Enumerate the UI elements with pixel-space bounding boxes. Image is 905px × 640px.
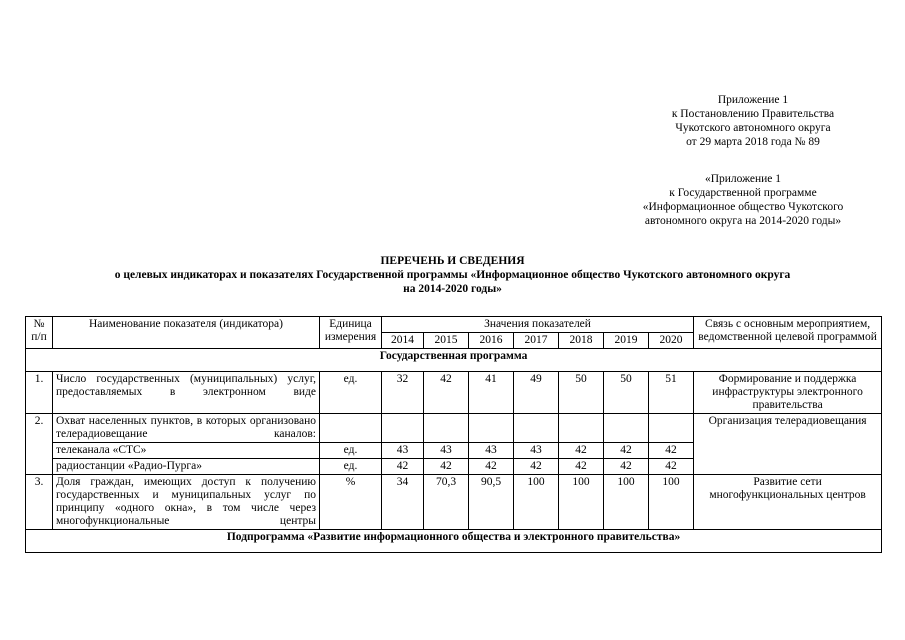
subrow-value: 43	[424, 443, 469, 459]
indicators-table	[25, 316, 882, 553]
subrow-value: 42	[559, 443, 604, 459]
subrow-name: телеканала «СТС»	[53, 443, 320, 459]
subrow-value: 42	[649, 459, 694, 475]
annex1-line3: Чукотского автономного округа	[675, 122, 831, 134]
subrow-value: 42	[604, 443, 649, 459]
header-year: 2019	[604, 333, 649, 349]
subrow-value: 42	[469, 459, 514, 475]
row-value: 51	[649, 372, 694, 414]
row-unit-empty	[320, 414, 382, 443]
header-year: 2020	[649, 333, 694, 349]
row-value: 49	[514, 372, 559, 414]
header-row-1	[26, 317, 882, 333]
row-value-empty	[382, 414, 424, 443]
row-value: 100	[514, 475, 559, 530]
row-value-empty	[469, 414, 514, 443]
row-link: Организация телерадиовещания	[694, 414, 882, 475]
row-name: Охват населенных пунктов, в которых организовано телерадиовещание каналов:	[53, 414, 320, 443]
document-title	[0, 254, 905, 296]
subrow-value: 43	[469, 443, 514, 459]
row-value: 100	[604, 475, 649, 530]
annex2-line2: к Государственной программе	[669, 187, 817, 199]
subrow-value: 42	[424, 459, 469, 475]
header-name: Наименование показателя (индикатора)	[53, 317, 320, 349]
subrow-unit: ед.	[320, 443, 382, 459]
row-value: 100	[559, 475, 604, 530]
annex2-line3: «Информационное общество Чукотского	[642, 201, 844, 213]
title-line3: на 2014-2020 годы»	[403, 283, 502, 295]
row-value: 70,3	[424, 475, 469, 530]
row-value-empty	[514, 414, 559, 443]
row-value: 42	[424, 372, 469, 414]
row-value: 41	[469, 372, 514, 414]
header-year: 2014	[382, 333, 424, 349]
annex1-line4: от 29 марта 2018 года № 89	[686, 136, 820, 148]
row-num: 2.	[26, 414, 53, 475]
subrow-value: 43	[514, 443, 559, 459]
header-link: Связь с основным мероприятием, ведомственной целевой программой	[694, 317, 882, 349]
row-link: Формирование и поддержка инфраструктуры электронного правительства	[694, 372, 882, 414]
section-row-state-program	[26, 349, 882, 372]
row-num: 3.	[26, 475, 53, 530]
header-unit: Единица измерения	[320, 317, 382, 349]
subrow-value: 42	[382, 459, 424, 475]
row-value: 50	[559, 372, 604, 414]
table-row	[26, 414, 882, 443]
row-num: 1.	[26, 372, 53, 414]
annex1-line1: Приложение 1	[717, 94, 789, 106]
row-value-empty	[424, 414, 469, 443]
header-year: 2017	[514, 333, 559, 349]
section-title: Государственная программа	[26, 349, 882, 372]
subrow-value: 43	[382, 443, 424, 459]
row-unit: %	[320, 475, 382, 530]
title-line1: ПЕРЕЧЕНЬ И СВЕДЕНИЯ	[380, 255, 525, 267]
section-row-subprogram	[26, 530, 882, 553]
header-num: № п/п	[26, 317, 53, 349]
annex-header-1	[628, 93, 878, 149]
row-unit: ед.	[320, 372, 382, 414]
row-name: Число государственных (муниципальных) услуг, предоставляемых в электронном виде	[53, 372, 320, 414]
row-value-empty	[604, 414, 649, 443]
annex-header-2	[608, 172, 878, 228]
header-year: 2018	[559, 333, 604, 349]
row-value: 100	[649, 475, 694, 530]
header-year: 2016	[469, 333, 514, 349]
section-title: Подпрограмма «Развитие информационного общества и электронного правительства»	[26, 530, 882, 553]
header-values: Значения показателей	[382, 317, 694, 333]
subrow-value: 42	[514, 459, 559, 475]
annex2-line4: автономного округа на 2014-2020 годы»	[644, 215, 842, 227]
annex2-line1: «Приложение 1	[704, 173, 782, 185]
table-row	[26, 475, 882, 530]
title-line2: о целевых индикаторах и показателях Государственной программы «Информационное общество Чукотского автономного округа	[114, 269, 791, 281]
row-value-empty	[559, 414, 604, 443]
subrow-value: 42	[559, 459, 604, 475]
subrow-unit: ед.	[320, 459, 382, 475]
subrow-value: 42	[649, 443, 694, 459]
row-value: 90,5	[469, 475, 514, 530]
row-value-empty	[649, 414, 694, 443]
row-value: 32	[382, 372, 424, 414]
annex1-line2: к Постановлению Правительства	[671, 108, 835, 120]
subrow-value: 42	[604, 459, 649, 475]
header-year: 2015	[424, 333, 469, 349]
table-row	[26, 372, 882, 414]
row-link: Развитие сети многофункциональных центров	[694, 475, 882, 530]
row-value: 50	[604, 372, 649, 414]
row-value: 34	[382, 475, 424, 530]
row-name: Доля граждан, имеющих доступ к получению государственных и муниципальных услуг по принципу «одного окна», в том числе через многофункциональные центры	[53, 475, 320, 530]
subrow-name: радиостанции «Радио-Пурга»	[53, 459, 320, 475]
